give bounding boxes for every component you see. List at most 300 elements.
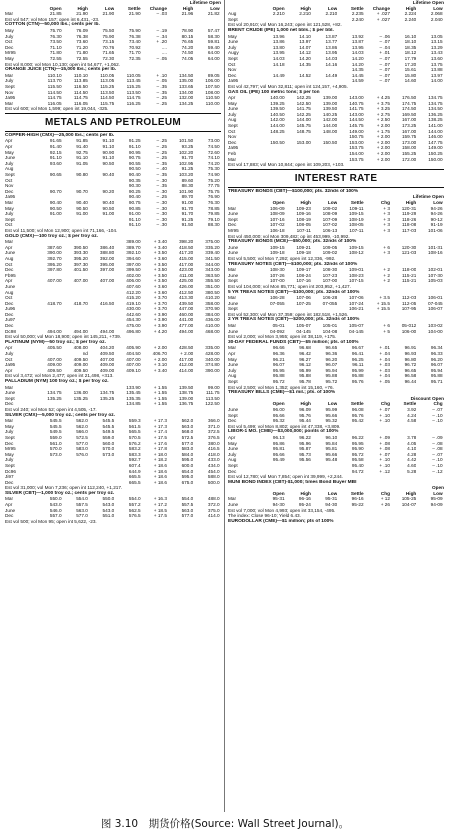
value-cell: – .35 [156, 183, 167, 189]
value-cell: + 2.00 [376, 151, 390, 157]
value-cell: 103.20 [178, 172, 194, 178]
value-cell: + 2.00 [376, 134, 390, 140]
value-cell: 13.80 [272, 44, 285, 50]
value-cell: 110.05 [100, 72, 115, 78]
value-cell: High [405, 490, 417, 496]
value-cell: 14.03 [272, 55, 285, 61]
value-cell: 14.16 [325, 61, 338, 67]
month-cell: Dec [5, 323, 14, 329]
value-cell: + .04 [379, 356, 390, 362]
value-cell: 14.35 [299, 61, 311, 67]
value-cell: 366.0 [207, 418, 220, 424]
value-cell: 18.35 [404, 44, 417, 50]
value-cell: – .30 [156, 188, 167, 194]
value-cell: + .027 [376, 16, 390, 22]
value-cell: 113.85 [73, 78, 88, 84]
value-cell: + 15.5 [376, 300, 390, 306]
value-cell: 90.90 [102, 149, 115, 155]
value-cell: 109-11 [349, 205, 364, 211]
value-cell: 108-19 [296, 216, 311, 222]
value-cell: 139.00 [322, 95, 338, 101]
value-cell: 114.50 [47, 89, 62, 95]
value-cell: 74.05 [181, 55, 194, 61]
value-cell: 426.00 [178, 283, 194, 289]
value-cell: 75.90 [102, 33, 115, 39]
value-cell: 73.40 [128, 39, 141, 45]
value-cell: 2.210 [325, 11, 338, 17]
value-cell: 138.25 [428, 117, 443, 123]
contract-heading: ORANGE JUICE (CTN)—15,000 lbs.; cents per lb. [5, 67, 117, 73]
value-cell [220, 101, 221, 107]
value-cell: 104-08 [322, 328, 338, 334]
value-cell [220, 329, 221, 335]
month-cell: Sept [5, 395, 15, 401]
value-cell: High [182, 5, 194, 11]
value-cell: 91.40 [49, 144, 62, 150]
value-cell: 407.00 [126, 356, 141, 362]
value-cell: 439.50 [178, 300, 194, 306]
value-cell: – .06 [379, 33, 390, 39]
value-cell: 562.0 [76, 423, 88, 429]
value-cell: 95.96 [299, 440, 311, 446]
value-cell: 91.50 [181, 222, 194, 228]
value-cell: 395.20 [47, 261, 62, 267]
value-cell: 108.00 [205, 89, 220, 95]
value-cell: 107-09 [322, 216, 338, 222]
month-cell: Mar [228, 205, 237, 211]
value-cell: 74.10 [207, 155, 220, 161]
value-cell: 122.50 [205, 401, 220, 407]
value-cell: – .30 [156, 222, 167, 228]
month-cell: Sept [5, 172, 15, 178]
value-cell: + 3 [383, 216, 390, 222]
value-cell: 21.82 [207, 11, 220, 17]
value-cell: 107-24 [349, 300, 364, 306]
value-cell: 96-16 [351, 496, 364, 502]
value-cell: Open [272, 5, 285, 11]
column-divider [224, 0, 225, 812]
volume-note: The index: Close 96-10; Yield 6.43. [228, 513, 301, 519]
value-cell: 102-01 [428, 267, 443, 273]
month-cell: Feb [228, 151, 237, 157]
value-cell: 107-30 [428, 272, 443, 278]
value-cell: 105-03 [428, 278, 443, 284]
value-cell: 14.60 [404, 78, 417, 84]
volume-note: Est vol 31,000; vol Mon 7,236; open int 112,240, +1,217. [5, 485, 123, 491]
left-column [5, 0, 221, 812]
value-cell: 136.75 [178, 401, 194, 407]
value-cell: 95.66 [272, 451, 285, 457]
value-cell: 96.20 [325, 356, 338, 362]
month-cell: May [228, 100, 237, 106]
value-cell: 96.68 [299, 345, 311, 351]
value-cell: 04-145 [349, 328, 364, 334]
value-cell: 104-00 [428, 328, 443, 334]
value-cell: + 3.40 [153, 239, 167, 245]
value-cell: 71.80 [49, 50, 62, 56]
value-cell: 90-12 [430, 216, 443, 222]
value-cell: + 15.5 [376, 306, 390, 312]
value-cell: + 3.5 [379, 295, 390, 301]
value-cell: 607.4 [128, 462, 141, 468]
value-cell: – .25 [156, 155, 167, 161]
value-cell: 13.86 [325, 44, 338, 50]
value-cell: 565.5 [128, 429, 141, 435]
value-cell: 90.40 [102, 200, 115, 205]
value-cell: 17.20 [404, 61, 417, 67]
month-cell: Mr95 [228, 227, 239, 233]
value-cell [443, 329, 444, 335]
value-cell: 545.5 [102, 418, 115, 424]
month-cell: Mar [5, 100, 14, 106]
value-cell: Open [272, 490, 285, 496]
value-cell: – .03 [156, 11, 167, 17]
value-cell: + .08 [379, 446, 390, 452]
month-cell: Aug [5, 255, 14, 261]
value-cell: 144.00 [270, 123, 285, 129]
value-cell [443, 228, 444, 234]
value-cell: 96.66 [272, 345, 285, 351]
value-cell: 389.70 [126, 244, 141, 250]
value-cell: 102.20 [178, 149, 194, 155]
value-cell: 90.40 [49, 200, 62, 205]
value-cell: Settle [403, 401, 417, 407]
value-cell: 2.210 [299, 11, 311, 17]
value-cell: + 18.5 [153, 507, 167, 513]
table-row [5, 56, 221, 62]
value-cell: 2.240 [351, 16, 364, 22]
value-cell: Low [210, 5, 220, 11]
value-cell: 114.75 [73, 95, 88, 101]
value-cell: 113.50 [100, 89, 115, 95]
value-cell: 102.95 [178, 160, 194, 166]
month-cell: June [228, 406, 239, 412]
value-cell: + .08 [379, 440, 390, 446]
section-rule [5, 131, 221, 132]
value-cell: 73.15 [102, 39, 115, 45]
month-cell: Sept [228, 278, 238, 284]
value-cell: 417.20 [178, 250, 194, 256]
month-cell: Mar [228, 267, 237, 273]
value-cell: 91.10 [102, 144, 115, 150]
value-cell: 95-31 [272, 496, 285, 502]
value-cell: 145.75 [296, 123, 311, 129]
value-cell: 392.00 [99, 255, 115, 261]
value-cell: 411.00 [179, 272, 194, 278]
value-cell: 106-00 [401, 328, 417, 334]
value-cell: 393.30 [73, 250, 88, 256]
value-cell: 409.50 [73, 367, 88, 373]
value-cell: + 18.2 [153, 457, 167, 463]
value-cell: 14.49 [272, 72, 285, 78]
value-cell: 95.32 [272, 418, 285, 424]
value-cell: 91.40 [76, 144, 88, 150]
value-cell: 592.7 [128, 457, 141, 463]
value-cell: 91.10 [102, 138, 115, 144]
value-cell: 95.99 [325, 406, 338, 412]
value-cell: 77.75 [207, 183, 220, 189]
volume-note: Est vol 12,780; vol Mon 7,854; open int 39,999, +2,244. [228, 474, 344, 480]
value-cell: – .09 [432, 434, 443, 440]
contract-heading: TREASURY BONDS (CBT)—$100,000; pts. 32nds of 100% [228, 188, 359, 194]
lifetime-header: Lifetime Open [412, 0, 444, 5]
value-cell: – .08 [432, 440, 443, 446]
value-cell: 96.27 [299, 356, 311, 362]
value-cell: + 2 [383, 278, 390, 284]
month-cell: Mar [228, 323, 237, 329]
value-cell: 150.50 [270, 139, 285, 145]
month-cell: Dec [5, 311, 14, 317]
month-cell: Mar [5, 496, 14, 502]
value-cell: 73.50 [49, 39, 62, 45]
value-cell: 545.5 [102, 423, 115, 429]
value-cell: 412.00 [178, 362, 194, 368]
value-cell: 573.0 [49, 451, 62, 457]
value-cell: 595.0 [181, 457, 194, 463]
value-cell: 16.10 [404, 33, 417, 39]
value-cell: 554.0 [128, 496, 141, 502]
value-cell: 91.05 [76, 160, 88, 166]
value-cell: 577.0 [181, 440, 194, 446]
value-cell: 118-26 [402, 216, 417, 222]
value-cell: 153.75 [349, 156, 364, 162]
value-cell: 107-11 [349, 227, 364, 233]
value-cell: 375.0 [207, 507, 220, 513]
month-cell: July [5, 429, 14, 435]
value-cell: 90.65 [49, 172, 62, 178]
value-cell: 546.0 [49, 507, 62, 513]
value-cell: 96.12 [299, 362, 311, 368]
value-cell: + 6 [383, 244, 390, 250]
value-cell: 550.0 [49, 496, 62, 502]
value-cell: 58.30 [207, 33, 220, 39]
value-cell [220, 222, 221, 228]
value-cell: 90.50 [76, 205, 88, 211]
contract-heading: EURODOLLAR (CME)—$1 million; pts of 100% [228, 518, 334, 524]
value-cell: 397.00 [126, 261, 141, 267]
value-cell: 99.00 [207, 384, 220, 390]
value-cell: + 3.60 [153, 283, 167, 289]
value-cell: 447.00 [178, 306, 194, 312]
value-cell: 111.75 [205, 390, 220, 396]
value-cell: 390.50 [73, 244, 88, 250]
value-cell: 414.00 [178, 367, 194, 373]
value-cell: 494.00 [47, 328, 62, 334]
value-cell: 397.80 [47, 267, 62, 273]
value-cell: 2.068 [430, 11, 443, 17]
value-cell: 409.00 [99, 362, 115, 368]
value-cell: – .07 [432, 451, 443, 457]
value-cell: 71.65 [102, 50, 115, 56]
value-cell: 91.00 [128, 211, 141, 217]
value-cell [220, 401, 221, 407]
value-cell: – .30 [156, 211, 167, 217]
month-cell: Ju96 [5, 306, 16, 312]
value-cell: 139.50 [178, 384, 194, 390]
value-cell: 113.05 [100, 78, 115, 84]
value-cell: 588.0 [207, 474, 220, 480]
value-cell: Chg [380, 490, 390, 496]
value-cell: 91.70 [181, 205, 194, 211]
value-cell: 04-092 [269, 328, 285, 334]
volume-note: Est vol 500; vol Mon 95; open int 5,622, -23. [5, 518, 97, 524]
value-cell: – .07 [379, 67, 390, 73]
value-cell: 14.35 [351, 67, 364, 73]
contract-heading: PALLADIUM (NYM) 100 troy oz.; $ per troy oz. [5, 379, 109, 384]
value-cell: 96.80 [404, 356, 417, 362]
value-cell: 174.50 [401, 106, 417, 112]
value-cell: + 3.50 [153, 267, 167, 273]
value-cell: 106-13 [322, 227, 338, 233]
value-cell: 135.00 [178, 78, 194, 84]
month-cell: June [228, 446, 239, 452]
value-cell: 159.75 [401, 134, 417, 140]
month-cell: June [228, 250, 239, 256]
value-cell: + 3 [383, 227, 390, 233]
contract-heading: 30-DAY FEDERAL FUNDS (CBT)—$5 million; pts. of 100% [228, 339, 359, 345]
value-cell: 386.40 [99, 244, 115, 250]
value-cell: 148.25 [270, 128, 285, 134]
value-cell: 107.50 [205, 83, 220, 89]
value-cell: 543.0 [49, 502, 62, 508]
value-cell: 404.20 [99, 345, 115, 351]
value-cell: Change [372, 5, 390, 11]
value-cell: 90.75 [128, 155, 141, 161]
value-cell: 106-07 [428, 306, 443, 312]
value-cell: 595.0 [181, 474, 194, 480]
value-cell: 14.49 [325, 72, 338, 78]
value-cell: 114.75 [47, 95, 62, 101]
value-cell: 96.07 [430, 362, 443, 368]
value-cell [443, 469, 444, 475]
value-cell: 154.00 [349, 151, 364, 157]
value-cell: + .05 [379, 379, 390, 384]
value-cell: 401.50 [73, 267, 88, 273]
value-cell: 389.00 [126, 239, 141, 245]
month-cell: Sept [228, 462, 238, 468]
value-cell: 109-16 [296, 211, 311, 217]
section-rule [5, 113, 221, 114]
volume-note: Est vol 547; vol Mon 157; open int 6,431, -23. [5, 16, 100, 22]
value-cell: 543.0 [102, 502, 115, 508]
value-cell: 150.00 [428, 156, 443, 162]
section-rule [228, 169, 444, 170]
value-cell: 107-00 [322, 278, 338, 284]
value-cell: 95.44 [299, 418, 311, 424]
value-cell: 70.92 [128, 44, 141, 50]
value-cell: 76.30 [207, 200, 220, 205]
value-cell: 144.00 [428, 128, 443, 134]
value-cell: 133.65 [178, 83, 194, 89]
value-cell: – .04 [379, 44, 390, 50]
value-cell: + 3.50 [153, 278, 167, 284]
value-cell: + 17.4 [153, 429, 167, 435]
value-cell: 150.25 [428, 151, 443, 157]
value-cell: + 3.70 [153, 295, 167, 301]
value-cell: 109-18 [269, 250, 285, 256]
value-cell: 133.90 [126, 384, 141, 390]
value-cell: 13.87 [351, 39, 364, 45]
value-cell: 134.75 [47, 390, 62, 396]
value-cell: 95.88 [325, 373, 338, 379]
value-cell: 107-16 [296, 278, 311, 284]
month-cell: Sept [228, 55, 238, 61]
value-cell: 94-30 [272, 502, 285, 508]
value-cell: 173.25 [401, 123, 417, 129]
value-cell: 397.00 [99, 267, 115, 273]
volume-note: Est vol 17,883; vol Mon 10,844; open int 109,203, +103. [228, 162, 345, 168]
value-cell: 57.47 [207, 27, 220, 33]
volume-note: Est vol 52,300; vol Mon 37,359; open int 182,518, +1,526. [228, 311, 349, 317]
value-cell: 549.5 [49, 429, 62, 435]
value-cell: 07-045 [428, 300, 443, 306]
value-cell: 113.70 [47, 78, 62, 84]
month-cell: Sept [228, 306, 238, 312]
value-cell: Settle [127, 5, 141, 11]
value-cell: 418.70 [73, 300, 88, 306]
value-cell: 92.15 [49, 149, 62, 155]
value-cell: 557.0 [49, 513, 62, 519]
value-cell: 90.70 [49, 188, 62, 194]
value-cell: Low [327, 5, 338, 11]
value-cell: 95-24 [298, 502, 311, 508]
value-cell: 96.22 [351, 434, 364, 440]
value-cell: 14.07 [299, 44, 311, 50]
value-cell: 96.67 [351, 345, 364, 351]
value-cell: 75.20 [207, 177, 220, 183]
value-cell: 134.75 [428, 100, 443, 106]
value-cell: 13.95 [325, 50, 338, 56]
value-cell: .... [161, 50, 167, 56]
value-cell: 415.20 [126, 295, 141, 301]
value-cell: Low [433, 200, 443, 205]
value-cell: + 3.50 [153, 261, 167, 267]
value-cell: Open [272, 401, 285, 407]
value-cell: 577.0 [76, 513, 88, 519]
month-cell: Sept [228, 216, 238, 222]
value-cell: 388.80 [99, 250, 115, 256]
month-cell: Mar [228, 156, 237, 162]
value-cell: 76.90 [207, 194, 220, 200]
value-cell: 557.2 [128, 502, 141, 508]
value-cell: 559.0 [49, 434, 62, 440]
volume-note: Est vol 11,500; vol Mon 12,900; open int 71,166, -104. [5, 227, 118, 233]
value-cell: 563.0 [181, 507, 194, 513]
value-cell: 21.90 [128, 11, 141, 17]
value-cell: 543.0 [102, 507, 115, 513]
month-cell: Oct [5, 295, 13, 301]
contract-heading: GAS OIL (IPE) 100 metric tons; $ per ton [228, 89, 320, 95]
value-cell: 107-00 [269, 278, 285, 284]
volume-note: Est vol 8,000; vol Mon 10,130; open int 54,677, +1,062. [5, 61, 121, 67]
value-cell: 167.00 [401, 117, 417, 123]
value-cell: 115.75 [100, 100, 115, 106]
value-cell: 109-05 [322, 244, 338, 250]
month-cell: Dec [5, 44, 14, 50]
value-cell: 07-055 [269, 300, 285, 306]
value-cell: 91.10 [128, 216, 141, 222]
value-cell: 107-06 [296, 295, 311, 301]
value-cell: 91-19 [430, 222, 443, 228]
value-cell: 95.40 [351, 462, 364, 468]
value-cell: 114.50 [73, 89, 88, 95]
value-cell: + 3.50 [153, 250, 167, 256]
value-cell: 76.38 [76, 33, 88, 39]
month-cell: Apr [5, 278, 13, 284]
value-cell: – .08 [432, 446, 443, 452]
value-cell: 409.50 [47, 367, 62, 373]
table-row [228, 418, 444, 424]
